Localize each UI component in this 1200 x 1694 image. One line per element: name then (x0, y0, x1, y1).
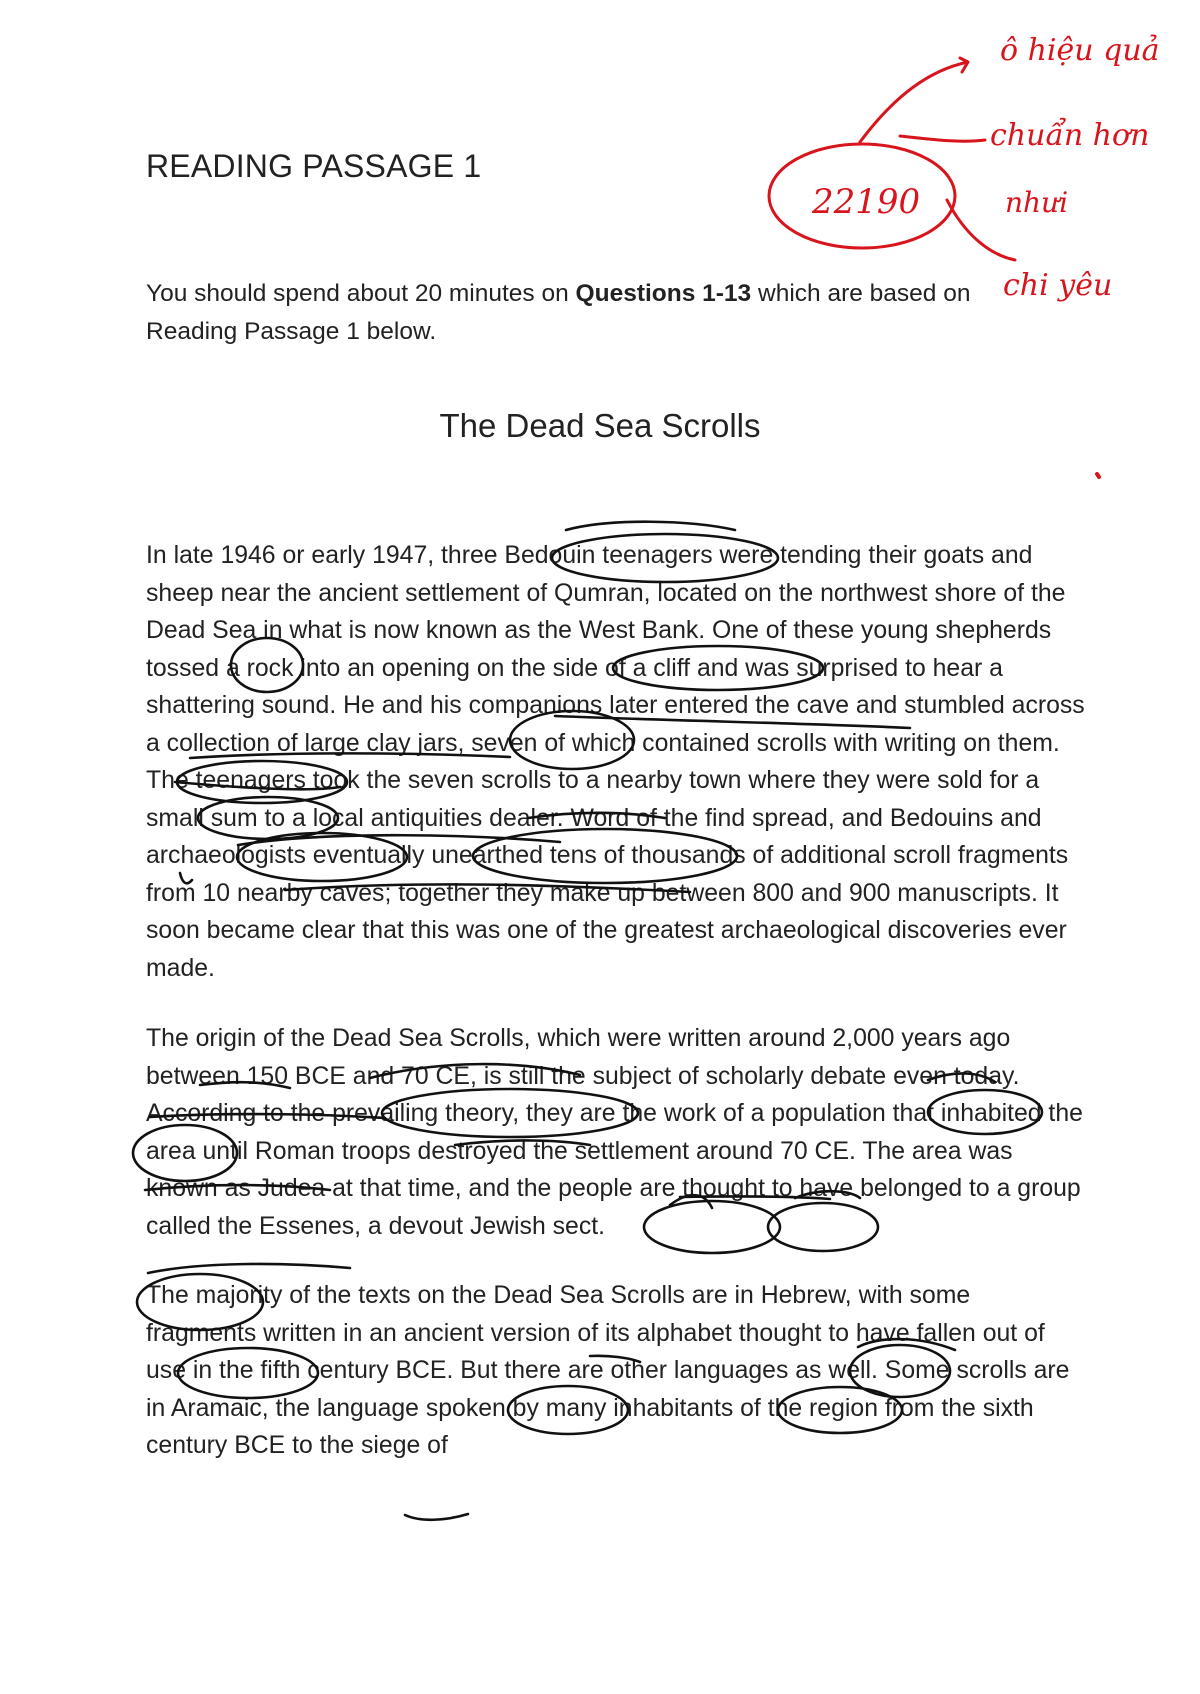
instructions-text-before: You should spend about 20 minutes on (146, 280, 576, 307)
handwritten-note: chi yêu (1003, 268, 1113, 303)
paragraph-1: In late 1946 or early 1947, three Bedouin teenagers were tending their goats and sheep near the ancient settlement of Qumran, located on the northwest shore of the Dead Sea in what is now known as the West Bank. One of these young shepherds tossed a rock into an opening on the side of a cliff and was surprised to hear a shattering sound. He and his companions later entered the cave and stumbled across a collection of large clay jars, seven of which contained scrolls with writing on them. The teenagers took the seven scrolls to a nearby town where they were sold for a small sum to a local antiquities dealer. Word of the find spread, and Bedouins and archaeologists eventually unearthed tens of thousands of additional scroll fragments from 10 nearby caves; together they make up between 800 and 900 manuscripts. It soon became clear that this was one of the greatest archaeological discoveries ever made. (146, 542, 1085, 982)
passage-title: The Dead Sea Scrolls (439, 407, 761, 444)
instructions-questions: Questions 1-13 (575, 280, 752, 307)
red-connector-mark (900, 136, 985, 141)
red-arrow-mark (860, 58, 968, 142)
passage-body (146, 537, 1086, 1465)
paragraph-3: The majority of the texts on the Dead Sea Scrolls are in Hebrew, with some fragments written in an ancient version of its alphabet thought to have fallen out of use in the fifth century BCE. But there are other languages as well. Some scrolls are in Aramaic, the language spoken by many inhabitants of the region from the sixth century BCE to the siege of (146, 1282, 1070, 1459)
section-heading: READING PASSAGE 1 (146, 148, 482, 184)
instructions-text-after: which are based on Reading Passage 1 below. (146, 280, 971, 345)
red-ink-text (811, 33, 1160, 303)
paragraph-2: The origin of the Dead Sea Scrolls, which were written around 2,000 years ago between 150 BCE and 70 CE, is still the subject of scholarly debate even today. According to the prevailing theory, they are the work of a population that inhabited the area until Roman troops destroyed the settlement around 70 CE. The area was known as Judea at that time, and the people are thought to have belonged to a group called the Essenes, a devout Jewish sect. (146, 1025, 1083, 1240)
circled-number: 22190 (812, 182, 921, 222)
pen-stroke (566, 522, 735, 530)
handwritten-note: ô hiệu quả (1000, 33, 1160, 68)
instructions (146, 275, 1006, 350)
red-connector-mark (947, 200, 1015, 260)
handwritten-note: chuẩn hơn (990, 118, 1150, 153)
red-dot-mark (1097, 474, 1099, 477)
red-circle-mark (769, 144, 955, 248)
handwritten-note: nhưi (1005, 186, 1069, 219)
underline-mark (405, 1514, 468, 1520)
